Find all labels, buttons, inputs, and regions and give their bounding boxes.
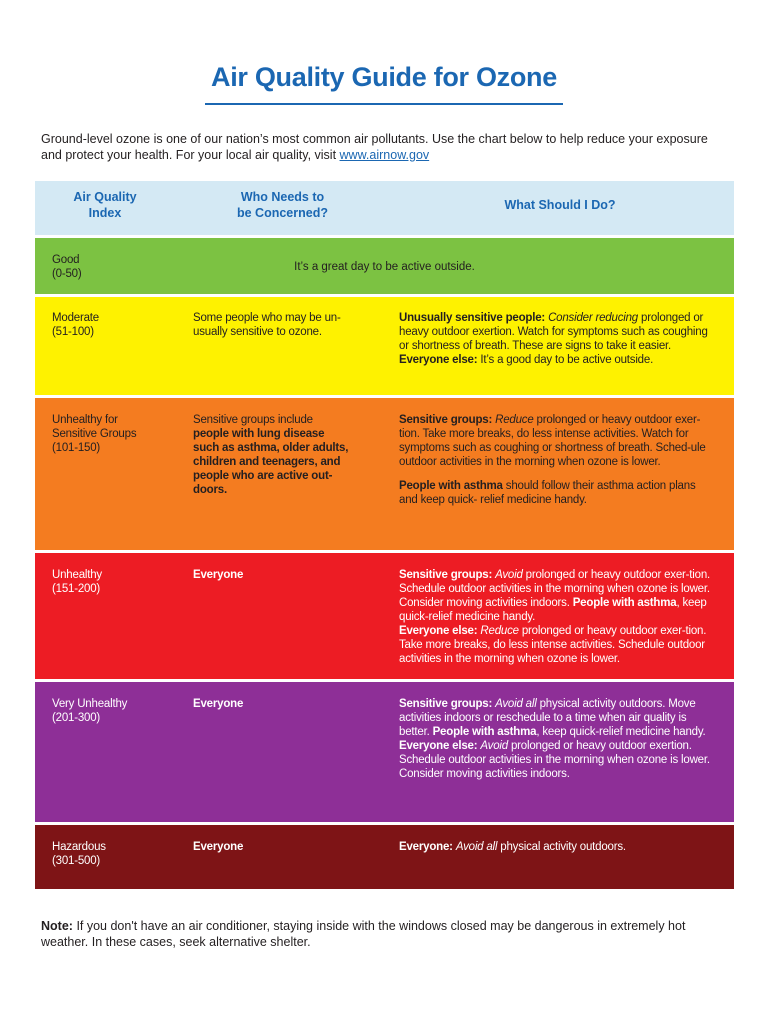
aqi-level <box>52 311 172 339</box>
aqi-name: Unhealthy for <box>52 414 118 426</box>
aqi-range: (51-100) <box>52 326 94 338</box>
action-text: prolonged or heavy outdoor exer-tion. Schedule outdoor activities in the morning when ozone is lower. Consider moving activities indoors. <box>399 569 711 609</box>
action-label: People with asthma <box>572 597 677 609</box>
action-text: prolonged or heavy outdoor exertion. Schedule outdoor activities in the morning when ozone is lower. Consider moving activities indoors. <box>399 740 710 780</box>
who-concerned <box>193 311 363 339</box>
what-to-do <box>399 840 715 854</box>
action-emphasis: Reduce <box>495 414 534 426</box>
header-aqi <box>55 189 155 221</box>
who-line: people who are active out- <box>193 470 333 482</box>
what-to-do <box>399 697 715 781</box>
aqi-name: Moderate <box>52 312 99 324</box>
action-label: People with asthma <box>399 480 503 492</box>
who-line: people with lung disease <box>193 428 325 440</box>
action-text: should follow their asthma action plans and keep quick- relief medicine handy. <box>399 480 696 506</box>
action-label: Everyone: <box>399 841 453 853</box>
footer-note <box>41 918 731 950</box>
who-line: usually sensitive to ozone. <box>193 326 322 338</box>
action-text: physical activity outdoors. Move activities indoors or reschedule to a time when air quality is better. <box>399 698 696 738</box>
header-who-line1: Who Needs to <box>240 190 325 204</box>
intro-text: Ground-level ozone is one of our nation’s most common air pollutants. Use the chart below to help reduce your exposure and protect your health. For your local air quality, visit <box>41 132 708 162</box>
action-text: physical activity outdoors. <box>500 841 626 853</box>
row-usg <box>35 398 734 550</box>
good-message: It’s a great day to be active outside. <box>294 261 475 273</box>
action-label: Everyone else: <box>399 354 478 366</box>
header-who <box>215 189 350 221</box>
action-text: prolonged or heavy outdoor exer-tion. Take more breaks, do less intense activities. Schedule outdoor activities in the morning when ozone is lower. <box>399 625 707 665</box>
who-line: such as asthma, older adults, <box>193 442 349 454</box>
action-label: Sensitive groups: <box>399 569 493 581</box>
row-moderate <box>35 297 734 395</box>
header-aqi-line1: Air Quality <box>73 190 137 204</box>
row-unhealthy <box>35 553 734 679</box>
who-concerned: Everyone <box>193 841 244 853</box>
aqi-level <box>52 413 172 455</box>
aqi-name: Good <box>52 254 80 266</box>
aqi-range: (201-300) <box>52 712 101 724</box>
action-label: Everyone else: <box>399 625 478 637</box>
what-to-do <box>399 413 715 507</box>
row-very-unhealthy <box>35 682 734 822</box>
action-text: , keep quick-relief medicine handy. <box>536 726 706 738</box>
aqi-table <box>35 181 734 889</box>
page-title: Air Quality Guide for Ozone <box>211 62 557 92</box>
aqi-name: Very Unhealthy <box>52 698 128 710</box>
who-line: Sensitive groups include <box>193 414 313 426</box>
who-concerned <box>193 413 363 497</box>
action-label: Sensitive groups: <box>399 698 493 710</box>
action-label: Unusually sensitive people: <box>399 312 546 324</box>
intro-paragraph <box>41 131 731 163</box>
title-underline <box>205 103 563 105</box>
action-label: Sensitive groups: <box>399 414 493 426</box>
table-header <box>35 181 734 235</box>
aqi-level <box>52 697 172 725</box>
row-good <box>35 238 734 294</box>
header-what: What Should I Do? <box>504 198 616 212</box>
aqi-range: (101-150) <box>52 442 101 454</box>
aqi-range: (301-500) <box>52 855 101 867</box>
aqi-name: Sensitive Groups <box>52 428 137 440</box>
airnow-link[interactable]: www.airnow.gov <box>339 148 430 162</box>
who-line: doors. <box>193 484 227 496</box>
action-emphasis: Consider reducing <box>548 312 638 324</box>
aqi-level <box>52 568 172 596</box>
action-emphasis: Avoid <box>480 740 508 752</box>
action-emphasis: Avoid all <box>455 841 498 853</box>
aqi-range: (151-200) <box>52 583 101 595</box>
action-text: prolonged or heavy outdoor exer-tion. Take more breaks, do less intense activities. Watch for symptoms such as coughing or shortness of breath. Sched-ule outdoor activities in the morning when ozone is lower. <box>399 414 706 468</box>
who-line: Some people who may be un- <box>193 312 341 324</box>
header-who-line2: be Concerned? <box>237 206 328 220</box>
who-line: children and teenagers, and <box>193 456 341 468</box>
aqi-level <box>52 840 172 868</box>
row-hazardous <box>35 825 734 889</box>
action-label: People with asthma <box>432 726 537 738</box>
action-text: prolonged or heavy outdoor exertion. Watch for symptoms such as coughing or shortness of breath. These are signs to take it easier. <box>399 312 708 352</box>
note-label: Note: <box>41 919 73 933</box>
what-to-do <box>399 568 715 666</box>
action-emphasis: Avoid all <box>495 698 537 710</box>
action-text: , keep quick-relief medicine handy. <box>399 597 707 623</box>
who-concerned: Everyone <box>193 569 244 581</box>
what-to-do <box>399 311 715 367</box>
aqi-range: (0-50) <box>52 268 82 280</box>
aqi-name: Hazardous <box>52 841 106 853</box>
header-aqi-line2: Index <box>88 206 122 220</box>
note-text: If you don't have an air conditioner, staying inside with the windows closed may be dangerous in extremely hot weather. In these cases, seek alternative shelter. <box>41 919 686 949</box>
action-text: It’s a good day to be active outside. <box>480 354 654 366</box>
action-label: Everyone else: <box>399 740 478 752</box>
who-concerned: Everyone <box>193 698 244 710</box>
aqi-name: Unhealthy <box>52 569 102 581</box>
action-emphasis: Avoid <box>495 569 523 581</box>
action-emphasis: Reduce <box>480 625 519 637</box>
